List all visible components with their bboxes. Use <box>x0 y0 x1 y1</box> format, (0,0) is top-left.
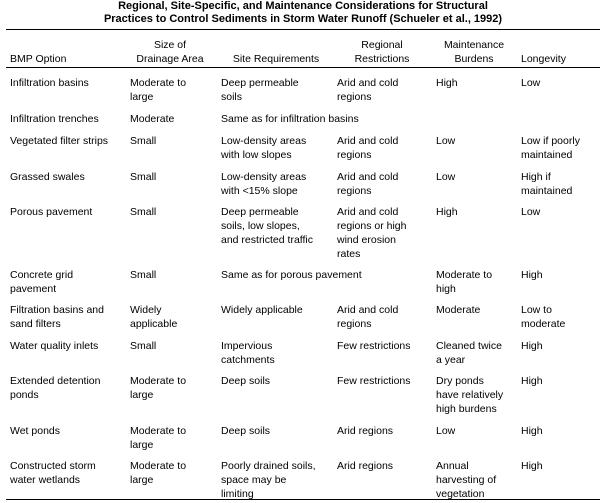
cell-longevity: High <box>521 340 543 352</box>
header-drainage-area: Size of Drainage Area <box>136 39 204 65</box>
cell-bmp-option: Extended detention ponds <box>10 375 101 401</box>
header-site-requirements: Site Requirements <box>232 53 320 65</box>
cell-bmp-option: Infiltration basins <box>10 77 89 89</box>
cell-drainage-area: Moderate <box>130 113 175 125</box>
cell-maintenance-burdens: Dry ponds have relatively high burdens <box>436 375 504 415</box>
cell-regional-restrictions: Few restrictions <box>337 375 411 387</box>
table-title-line-2: Practices to Control Sediments in Storm Water Runoff (Schueler et al., 1992) <box>103 13 503 25</box>
cell-site-requirements: Deep permeable soils <box>221 77 299 103</box>
cell-regional-restrictions: Arid and cold regions <box>337 171 399 197</box>
cell-drainage-area: Moderate to large <box>130 375 187 401</box>
cell-longevity: Low if poorly maintained <box>521 135 580 161</box>
cell-regional-restrictions: Arid and cold regions <box>337 77 399 103</box>
cell-drainage-area: Small <box>130 135 157 147</box>
header-regional-restrictions: Regional Restrictions <box>354 39 410 65</box>
cell-regional-restrictions: Arid and cold regions <box>337 135 399 161</box>
header-bmp-option: BMP Option <box>10 53 67 65</box>
header-longevity: Longevity <box>521 53 566 65</box>
cell-bmp-option: Infiltration trenches <box>10 113 99 125</box>
cell-site-requirements: Deep soils <box>221 425 271 437</box>
cell-longevity: Low <box>521 206 541 218</box>
cell-site-requirements: Poorly drained soils, space may be limiting <box>221 460 316 500</box>
cell-drainage-area: Moderate to large <box>130 460 187 486</box>
table-title <box>0 0 606 26</box>
cell-regional-restrictions: Arid and cold regions <box>337 304 399 330</box>
cell-longevity: High <box>521 375 543 387</box>
cell-maintenance-burdens: Low <box>436 135 456 147</box>
cell-drainage-area: Widely applicable <box>130 304 178 330</box>
cell-site-requirements: Deep permeable soils, low slopes, and restricted traffic <box>221 206 314 246</box>
cell-drainage-area: Moderate to large <box>130 77 187 103</box>
cell-bmp-option: Concrete grid pavement <box>10 269 74 295</box>
cell-maintenance-burdens: Low <box>436 425 456 437</box>
cell-maintenance-burdens: Annual harvesting of vegetation <box>436 460 497 500</box>
cell-bmp-option: Filtration basins and sand filters <box>10 304 104 330</box>
cell-bmp-option: Constructed storm water wetlands <box>10 460 96 486</box>
cell-drainage-area: Small <box>130 171 157 183</box>
cell-longevity: High if maintained <box>521 171 573 197</box>
table-title-line-1: Regional, Site-Specific, and Maintenance Considerations for Structural <box>118 0 488 12</box>
cell-regional-restrictions: Arid and cold regions or high wind erosion rates <box>337 206 407 260</box>
cell-regional-restrictions: Arid regions <box>337 460 394 472</box>
cell-longevity: Low to moderate <box>521 304 566 330</box>
cell-bmp-option: Wet ponds <box>10 425 61 437</box>
cell-maintenance-burdens: Low <box>436 171 456 183</box>
header-maintenance-burdens: Maintenance Burdens <box>443 39 505 65</box>
cell-regional-restrictions: Arid regions <box>337 425 394 437</box>
cell-regional-restrictions: Few restrictions <box>337 340 411 352</box>
cell-site-requirements: Deep soils <box>221 375 271 387</box>
cell-drainage-area: Small <box>130 269 157 281</box>
cell-site-requirements: Impervious catchments <box>221 340 275 366</box>
cell-site-requirements: Widely applicable <box>221 304 303 316</box>
cell-longevity: High <box>521 460 543 472</box>
header-rule <box>6 67 600 68</box>
cell-bmp-option: Grassed swales <box>10 171 85 183</box>
cell-longevity: High <box>521 425 543 437</box>
cell-maintenance-burdens: High <box>436 77 458 89</box>
cell-maintenance-burdens: High <box>436 206 458 218</box>
cell-bmp-option: Water quality inlets <box>10 340 99 352</box>
cell-maintenance-burdens: Moderate to high <box>436 269 493 295</box>
top-rule <box>6 29 600 30</box>
cell-drainage-area: Moderate to large <box>130 425 187 451</box>
cell-bmp-option: Vegetated filter strips <box>10 135 109 147</box>
cell-bmp-option: Porous pavement <box>10 206 93 218</box>
cell-drainage-area: Small <box>130 206 157 218</box>
cell-longevity: Low <box>521 77 541 89</box>
cell-maintenance-burdens: Moderate <box>436 304 481 316</box>
cell-site-requirements: Low-density areas with <15% slope <box>221 171 307 197</box>
cell-drainage-area: Small <box>130 340 157 352</box>
cell-site-requirements: Same as for porous pavement <box>221 269 362 281</box>
bottom-rule <box>6 499 600 500</box>
cell-site-requirements: Same as for infiltration basins <box>221 113 359 125</box>
cell-maintenance-burdens: Cleaned twice a year <box>436 340 502 366</box>
cell-longevity: High <box>521 269 543 281</box>
cell-site-requirements: Low-density areas with low slopes <box>221 135 307 161</box>
